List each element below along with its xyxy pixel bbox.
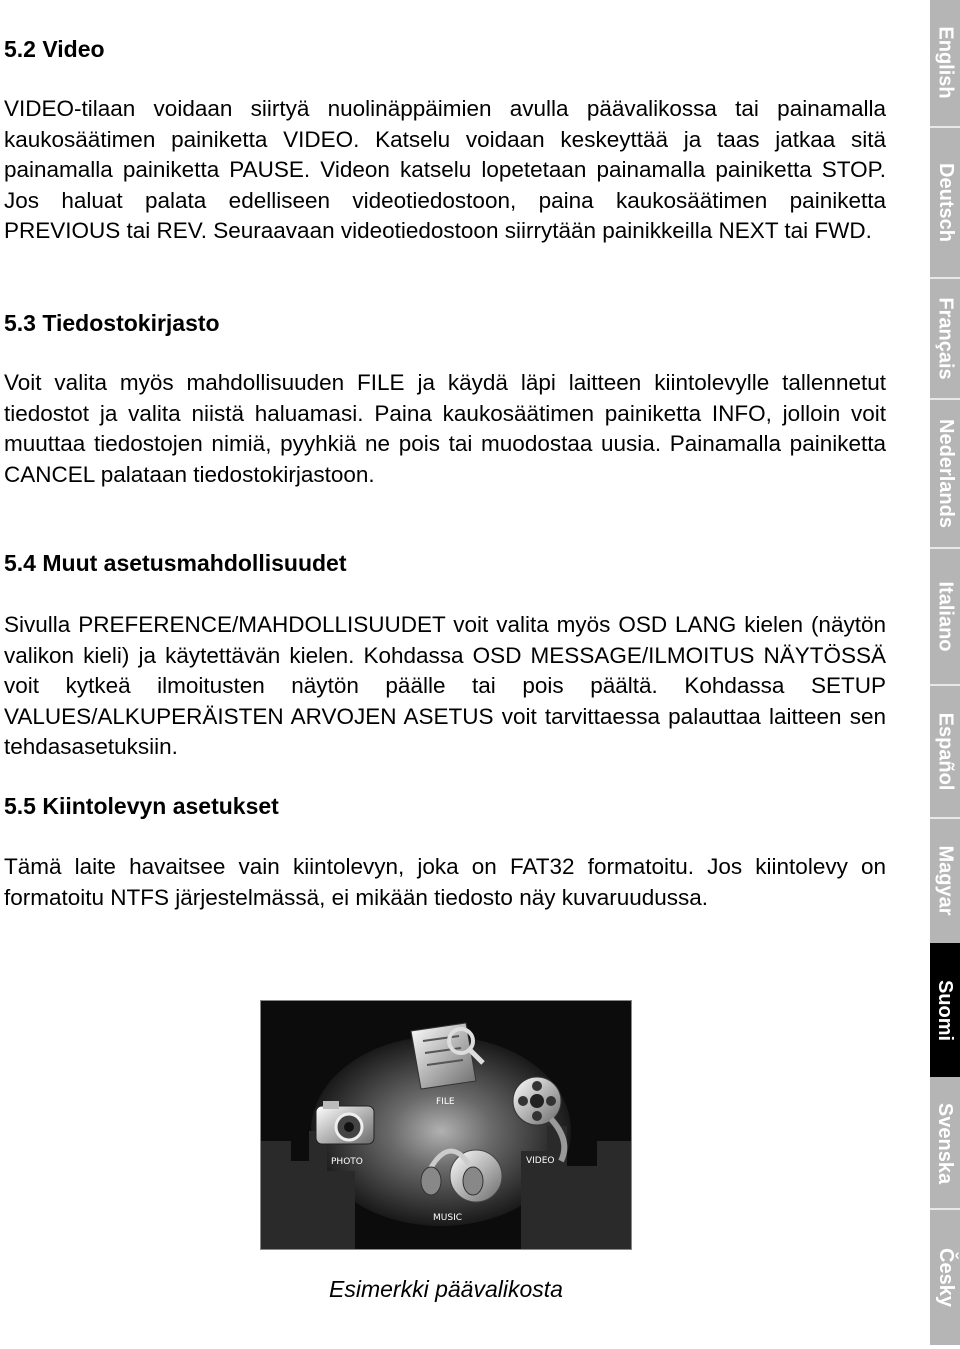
section-heading-file-library: 5.3 Tiedostokirjasto xyxy=(4,310,220,336)
language-tab-label: Italiano xyxy=(934,580,957,652)
section-body-video: VIDEO-tilaan voidaan siirtyä nuolinäppäimien avulla päävalikossa tai painamalla kaukosäätimen painiketta VIDEO. Katselu voidaan keskeyttää ja taas jatkaa sitä painamalla painiketta PAUSE. Videon katselu lopetetaan painamalla painiketta STOP. Jos haluat palata edelliseen videotiedostoon, paina kaukosäätimen painiketta PREVIOUS tai REV. Seuraavaan videotiedostoon siirrytään painikkeilla NEXT tai FWD. xyxy=(4,96,886,243)
section-body-other-settings: Sivulla PREFERENCE/MAHDOLLISUUDET voit valita myös OSD LANG kielen (näytön valikon kieli) ja käytettävän kielen. Kohdassa OSD MESSAGE/ILMOITUS NÄYTÖSSÄ voit kytkeä ilmoitusten näytön päälle tai pois päältä. Kohdassa SETUP VALUES/ALKUPERÄISTEN ARVOJEN ASETUS voit tarvittaessa palauttaa laitteen sen tehdasasetuksiin. xyxy=(4,612,886,759)
language-tab-italiano[interactable] xyxy=(930,549,960,683)
language-tab-suomi[interactable] xyxy=(930,943,960,1077)
language-tab-deutsch[interactable] xyxy=(930,128,960,276)
language-tab-magyar[interactable] xyxy=(930,819,960,941)
figure-caption: Esimerkki päävalikosta xyxy=(329,1276,563,1302)
language-tab-strip xyxy=(930,0,960,1345)
language-tab-label: Español xyxy=(934,712,957,790)
language-tab-english[interactable] xyxy=(930,0,960,125)
language-tab-svenska[interactable] xyxy=(930,1079,960,1207)
music-menu-label: MUSIC xyxy=(433,1213,463,1223)
video-menu-label: VIDEO xyxy=(526,1156,555,1166)
section-body-file-library: Voit valita myös mahdollisuuden FILE ja käydä läpi laitteen kiintolevylle tallennetut tiedostot ja valita niistä haluamasi. Paina kaukosäätimen painiketta INFO, jolloin voit muuttaa tiedostojen nimiä, pyyhkiä ne pois tai muodostaa uusia. Painamalla painiketta CANCEL palataan tiedostokirjastoon. xyxy=(4,370,886,487)
language-tab-francais[interactable] xyxy=(930,279,960,397)
language-tab-label: Français xyxy=(934,296,957,380)
language-tab-nederlands[interactable] xyxy=(930,400,960,546)
main-menu-screenshot xyxy=(260,1000,632,1250)
language-tab-cesky[interactable] xyxy=(930,1210,960,1345)
language-tab-label: Deutsch xyxy=(934,162,957,242)
section-heading-video: 5.2 Video xyxy=(4,36,105,62)
language-tab-label: Svenska xyxy=(934,1102,957,1184)
language-tab-label: Magyar xyxy=(934,844,957,916)
section-body-hdd-settings: Tämä laite havaitsee vain kiintolevyn, joka on FAT32 formatoitu. Jos kiintolevy on formatoitu NTFS järjestelmässä, ei mikään tiedosto näy kuvaruudussa. xyxy=(4,854,886,910)
language-tab-label: Suomi xyxy=(934,979,957,1041)
section-heading-other-settings: 5.4 Muut asetusmahdollisuudet xyxy=(4,550,347,576)
photo-menu-icon xyxy=(316,1101,374,1144)
photo-menu-label: PHOTO xyxy=(331,1157,363,1167)
file-menu-label: FILE xyxy=(436,1097,455,1107)
language-tab-label: Česky xyxy=(934,1248,957,1307)
main-menu-illustration xyxy=(261,1001,631,1249)
language-tab-espanol[interactable] xyxy=(930,686,960,816)
language-tab-label: Nederlands xyxy=(934,418,957,528)
section-heading-hdd-settings: 5.5 Kiintolevyn asetukset xyxy=(4,793,279,819)
language-tab-label: English xyxy=(934,26,957,99)
